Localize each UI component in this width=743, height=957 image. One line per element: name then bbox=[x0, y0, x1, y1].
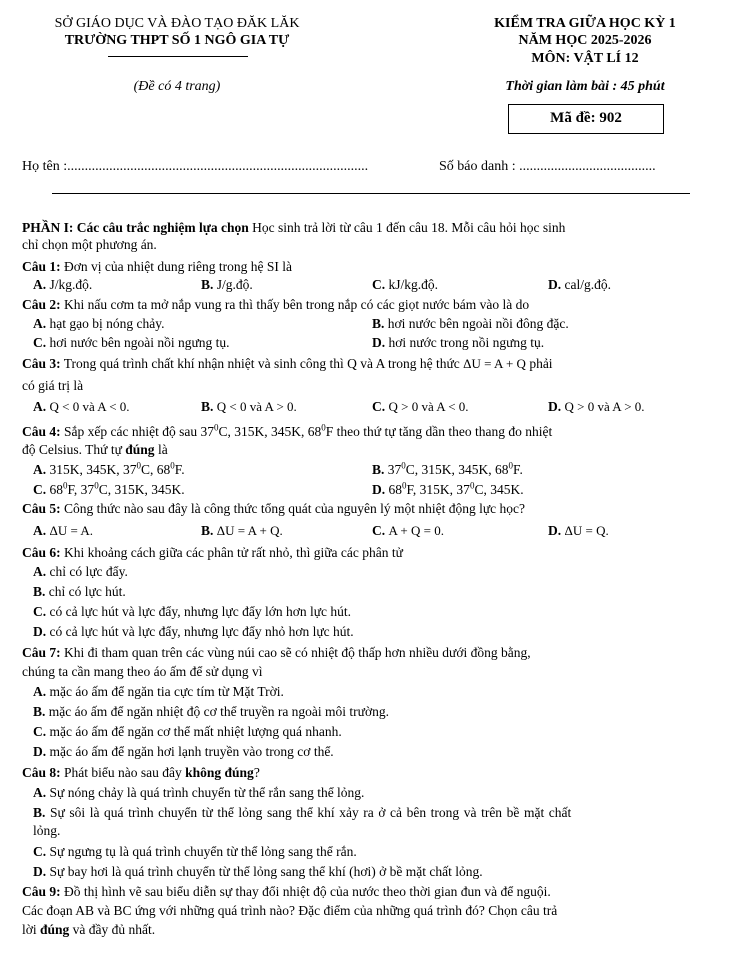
school-year: NĂM HỌC 2025-2026 bbox=[518, 33, 652, 48]
q7-option-d[interactable]: D. mặc áo ấm để ngăn hơi lạnh truyền vào trong cơ thể. bbox=[33, 744, 334, 759]
q2-option-a[interactable]: A. hạt gạo bị nóng chảy. bbox=[33, 316, 165, 331]
part1-intro bbox=[22, 220, 565, 236]
question-2: Câu 2: Khi nấu cơm ta mở nắp vung ra thì thấy bên trong nắp có các giọt nước bám vào là do bbox=[22, 297, 530, 312]
q1-option-c[interactable]: C. kJ/kg.độ. bbox=[372, 277, 439, 292]
question-label: Câu 1: bbox=[22, 259, 61, 274]
q2-option-d[interactable]: D. hơi nước trong nồi ngưng tụ. bbox=[372, 335, 545, 350]
exam-code: Mã đề: 902 bbox=[550, 110, 622, 126]
student-name-field[interactable]: Họ tên :...................................................................................... bbox=[22, 159, 369, 174]
q3-option-c[interactable]: C. Q > 0 và A < 0. bbox=[372, 399, 469, 414]
q4-option-d[interactable]: D. $68^0F$, 315K, $37^0C$, 345K. bbox=[372, 480, 524, 497]
header-divider bbox=[52, 193, 690, 194]
question-6: Câu 6: Khi khoảng cách giữa các phân tử rất nhỏ, thì giữa các phân tử bbox=[22, 545, 403, 560]
q1-option-d[interactable]: D. cal/g.độ. bbox=[548, 277, 611, 292]
school-name: TRƯỜNG THPT SỐ 1 NGÔ GIA TỰ bbox=[64, 33, 290, 48]
question-9-cont: Các đoạn AB và BC ứng với những quá trình nào? Đặc điểm của những quá trình đó? Chọn câu trả bbox=[22, 903, 558, 918]
q7-option-a[interactable]: A. mặc áo ấm để ngăn tia cực tím từ Mặt Trời. bbox=[33, 684, 284, 699]
school-underline bbox=[108, 56, 248, 57]
question-4: Câu 4: Sắp xếp các nhiệt độ sau $37^0C$, 315K, 345K, $68^0F$ theo thứ tự tăng dần theo thang đo nhiệt bbox=[22, 422, 553, 439]
q3-option-a[interactable]: A. Q < 0 và A < 0. bbox=[33, 399, 130, 414]
question-5: Câu 5: Công thức nào sau đây là công thức tổng quát của nguyên lý một nhiệt động lực học? bbox=[22, 501, 525, 516]
question-4-cont: độ Celsius. Thứ tự đúng là bbox=[22, 442, 168, 457]
q3-option-b[interactable]: B. Q < 0 và A > 0. bbox=[201, 399, 297, 414]
question-7-cont: chúng ta cần mang theo áo ấm để sử dụng vì bbox=[22, 664, 263, 679]
q3-option-d[interactable]: D. Q > 0 và A > 0. bbox=[548, 399, 645, 414]
department-name: SỞ GIÁO DỤC VÀ ĐÀO TẠO ĐĂK LĂK bbox=[54, 16, 300, 31]
q7-option-c[interactable]: C. mặc áo ấm để ngăn cơ thể mất nhiệt lượng quá nhanh. bbox=[33, 724, 342, 739]
q4-option-c[interactable]: C. $68^0F$, $37^0C$, 315K, 345K. bbox=[33, 480, 185, 497]
q4-option-b[interactable]: B. $37^0C$, 315K, 345K, $68^0F$. bbox=[372, 460, 523, 477]
question-text: Đơn vị của nhiệt dung riêng trong hệ SI là bbox=[60, 259, 292, 274]
formula: ΔU = A + Q bbox=[463, 356, 526, 371]
q7-option-b[interactable]: B. mặc áo ấm để ngăn nhiệt độ cơ thể truyền ra ngoài môi trường. bbox=[33, 704, 390, 719]
question-9: Câu 9: Đồ thị hình vẽ sau biểu diễn sự thay đổi nhiệt độ của nước theo thời gian đun và để nguội. bbox=[22, 884, 551, 899]
part1-title: PHẦN I: Các câu trắc nghiệm lựa chọn bbox=[22, 220, 249, 235]
part1-instruction-cont: chỉ chọn một phương án. bbox=[22, 237, 157, 252]
question-8: Câu 8: Phát biểu nào sau đây không đúng? bbox=[22, 765, 260, 780]
page-count-note: (Đề có 4 trang) bbox=[133, 79, 221, 94]
q5-option-a[interactable]: A. ΔU = A. bbox=[33, 523, 94, 538]
q1-option-b[interactable]: B. J/g.độ. bbox=[201, 277, 253, 292]
q8-option-a[interactable]: A. Sự nóng chảy là quá trình chuyển từ thể rắn sang thể lỏng. bbox=[33, 785, 365, 800]
q8-option-b[interactable]: B. Sự sôi là quá trình chuyển từ thể lỏng sang thể khí xảy ra ở cả bên trong và trên bề mặt chất bbox=[33, 805, 572, 820]
q8-option-d[interactable]: D. Sự bay hơi là quá trình chuyển từ thể lỏng sang thể khí (hơi) ở bề mặt chất lỏng. bbox=[33, 864, 483, 879]
question-1 bbox=[22, 259, 292, 275]
question-3: Câu 3: Trong quá trình chất khí nhận nhiệt và sinh công thì Q và A trong hệ thức ΔU = A + Q phải bbox=[22, 356, 553, 371]
q8-option-c[interactable]: C. Sự ngưng tụ là quá trình chuyển từ thể lỏng sang thể rắn. bbox=[33, 844, 357, 859]
q6-option-d[interactable]: D. có cả lực hút và lực đẩy, nhưng lực đẩy nhỏ hơn lực hút. bbox=[33, 624, 354, 639]
q8-option-b-cont: lỏng. bbox=[33, 823, 61, 838]
q6-option-a[interactable]: A. chỉ có lực đẩy. bbox=[33, 564, 128, 579]
question-7: Câu 7: Khi đi tham quan trên các vùng núi cao sẽ có nhiệt độ thấp hơn nhiều dưới đồng bằng, bbox=[22, 645, 531, 660]
exam-title: KIỂM TRA GIỮA HỌC KỲ 1 bbox=[494, 16, 676, 31]
q5-option-c[interactable]: C. A + Q = 0. bbox=[372, 523, 444, 538]
q6-option-c[interactable]: C. có cả lực hút và lực đẩy, nhưng lực đẩy lớn hơn lực hút. bbox=[33, 604, 352, 619]
question-3-cont: có giá trị là bbox=[22, 378, 84, 393]
question-9-cont-2: lời đúng và đầy đủ nhất. bbox=[22, 922, 156, 937]
q5-option-d[interactable]: D. ΔU = Q. bbox=[548, 523, 609, 538]
student-id-field[interactable]: Số báo danh : ....................................... bbox=[439, 159, 656, 174]
q1-option-a[interactable]: A. J/kg.độ. bbox=[33, 277, 93, 292]
q2-option-b[interactable]: B. hơi nước bên ngoài nồi đông đặc. bbox=[372, 316, 569, 331]
q5-option-b[interactable]: B. ΔU = A + Q. bbox=[201, 523, 283, 538]
time-limit: Thời gian làm bài : 45 phút bbox=[505, 79, 665, 94]
q4-option-a[interactable]: A. 315K, 345K, $37^0C$, $68^0F$. bbox=[33, 460, 185, 477]
q6-option-b[interactable]: B. chỉ có lực hút. bbox=[33, 584, 126, 599]
subject: MÔN: VẬT LÍ 12 bbox=[531, 51, 639, 66]
q2-option-c[interactable]: C. hơi nước bên ngoài nồi ngưng tụ. bbox=[33, 335, 230, 350]
part1-instruction: Học sinh trả lời từ câu 1 đến câu 18. Mỗi câu hỏi học sinh bbox=[248, 220, 566, 235]
